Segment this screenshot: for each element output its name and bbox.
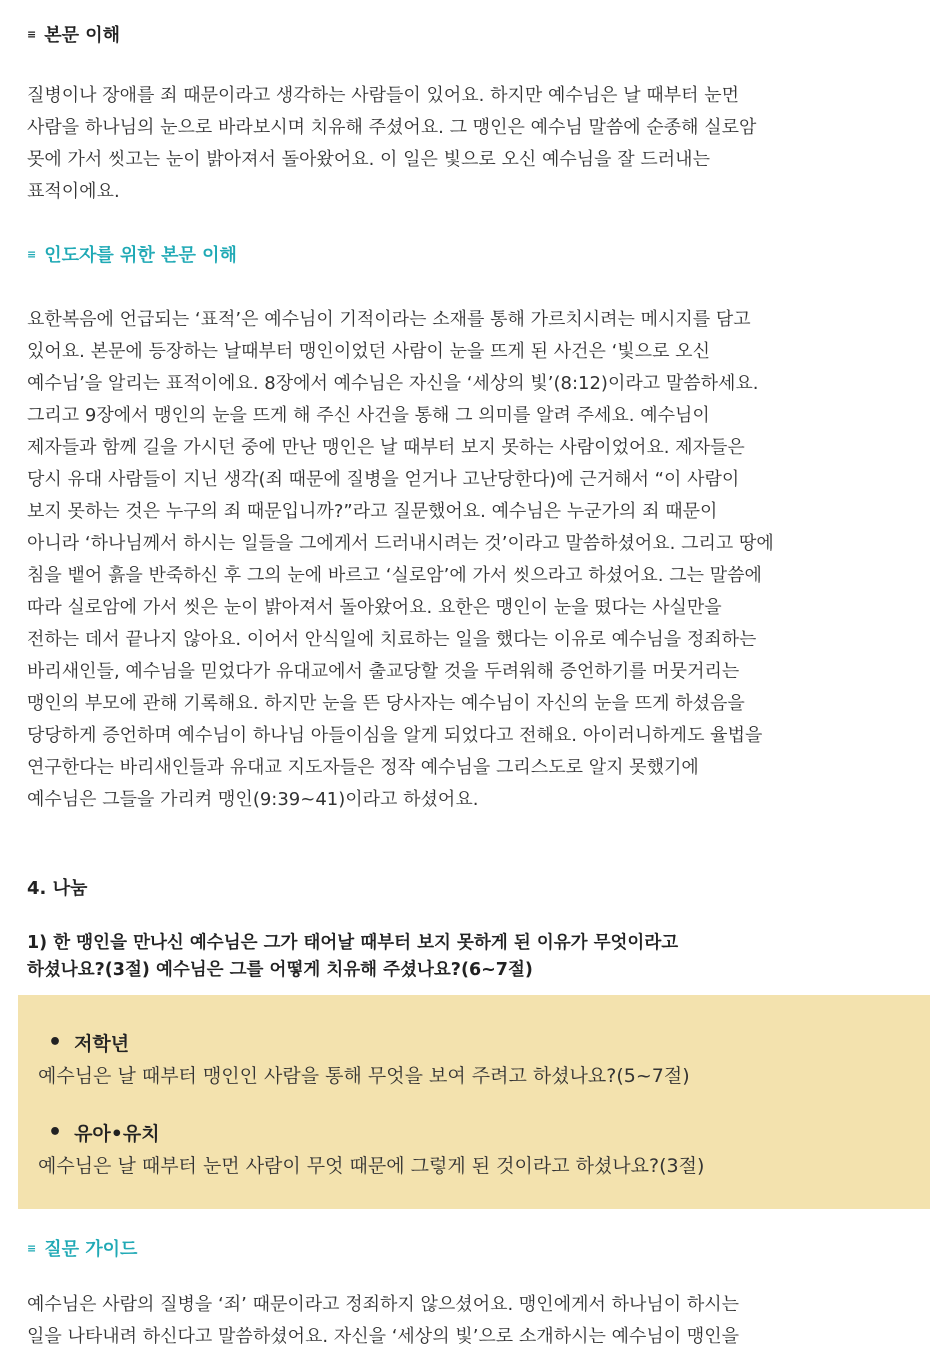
list-bullet-icon: ≡ [27, 247, 37, 261]
paragraph-line: 예수님은 그들을 가리켜 맹인(9:39~41)이라고 하셨어요. [27, 789, 479, 810]
bullet-dot-icon: • [48, 1029, 63, 1055]
paragraph-line: 못에 가서 씻고는 눈이 밝아져서 돌아왔어요. 이 일은 빛으로 오신 예수님을 잘 드러내는 [27, 149, 710, 170]
paragraph-line: 제자들과 함께 길을 가시던 중에 만난 맹인은 날 때부터 보지 못하는 사람이었어요. 제자들은 [27, 437, 745, 458]
question-line: 하셨나요?(3절) 예수님은 그를 어떻게 치유해 주셨나요?(6~7절) [27, 960, 533, 980]
section-title: 인도자를 위한 본문 이해 [44, 245, 237, 266]
question-line: 1) 한 맹인을 만나신 예수님은 그가 태어날 때부터 보지 못하게 된 이유가 무엇이라고 [27, 933, 679, 953]
paragraph-line: 그리고 9장에서 맹인의 눈을 뜨게 해 주신 사건을 통해 그 의미를 알려 주세요. 예수님이 [27, 405, 710, 426]
section-paragraph [27, 1289, 927, 1353]
paragraph-line: 표적이에요. [27, 181, 120, 202]
paragraph-line: 아니라 ‘하나님께서 하시는 일들을 그에게서 드러내시려는 것’이라고 말씀하셨어요. 그리고 땅에 [27, 533, 774, 554]
paragraph-line: 예수님은 사람의 질병을 ‘죄’ 때문이라고 정죄하지 않으셨어요. 맹인에게서 하나님이 하시는 [27, 1294, 740, 1315]
paragraph-line: 일을 나타내려 하신다고 말씀하셨어요. 자신을 ‘세상의 빛’으로 소개하시는 예수님이 맹인을 [27, 1326, 740, 1347]
section-heading-leader-understanding [27, 241, 237, 267]
list-bullet-icon: ≡ [27, 27, 37, 41]
section-paragraph [27, 80, 927, 208]
section-heading-sharing [27, 874, 87, 900]
paragraph-line: 바리새인들, 예수님을 믿었다가 유대교에서 출교당할 것을 두려워해 증언하기를 머뭇거리는 [27, 661, 740, 682]
section-paragraph [27, 304, 927, 816]
age-group-label: 유아•유치 [74, 1123, 160, 1145]
section-heading-question-guide [27, 1235, 137, 1261]
paragraph-line: 질병이나 장애를 죄 때문이라고 생각하는 사람들이 있어요. 하지만 예수님은 날 때부터 눈먼 [27, 85, 740, 106]
age-group-question: 예수님은 날 때부터 눈먼 사람이 무엇 때문에 그렇게 된 것이라고 하셨나요?(3절) [38, 1155, 705, 1177]
section-title: 4. 나눔 [27, 878, 88, 899]
age-group-question-box [18, 995, 930, 1209]
age-group-question: 예수님은 날 때부터 맹인인 사람을 통해 무엇을 보여 주려고 하셨나요?(5~7절) [38, 1065, 690, 1087]
bullet-dot-icon: • [48, 1119, 63, 1145]
paragraph-line: 요한복음에 언급되는 ‘표적’은 예수님이 기적이라는 소재를 통해 가르치시려는 메시지를 담고 [27, 309, 751, 330]
list-bullet-icon: ≡ [27, 1241, 37, 1255]
age-group-label-lower-grades [48, 1029, 129, 1056]
paragraph-line: 당시 유대 사람들이 지닌 생각(죄 때문에 질병을 얻거나 고난당한다)에 근거해서 “이 사람이 [27, 469, 740, 490]
paragraph-line: 있어요. 본문에 등장하는 날때부터 맹인이었던 사람이 눈을 뜨게 된 사건은 ‘빛으로 오신 [27, 341, 710, 362]
paragraph-line: 따라 실로암에 가서 씻은 눈이 밝아져서 돌아왔어요. 요한은 맹인이 눈을 떴다는 사실만을 [27, 597, 722, 618]
section-title: 질문 가이드 [44, 1239, 138, 1260]
age-group-label: 저학년 [74, 1033, 130, 1055]
paragraph-line: 당당하게 증언하며 예수님이 하나님 아들이심을 알게 되었다고 전해요. 아이러니하게도 율법을 [27, 725, 763, 746]
paragraph-line: 맹인의 부모에 관해 기록해요. 하지만 눈을 뜬 당사자는 예수님이 자신의 눈을 뜨게 하셨음을 [27, 693, 745, 714]
age-group-label-preschool [48, 1119, 160, 1146]
section-heading-text-understanding [27, 21, 120, 47]
paragraph-line: 침을 뱉어 흙을 반죽하신 후 그의 눈에 바르고 ‘실로암’에 가서 씻으라고 하셨어요. 그는 말씀에 [27, 565, 762, 586]
paragraph-line: 보지 못하는 것은 누구의 죄 때문입니까?”라고 질문했어요. 예수님은 누군가의 죄 때문이 [27, 501, 718, 522]
discussion-question [27, 930, 907, 984]
paragraph-line: 연구한다는 바리새인들과 유대교 지도자들은 정작 예수님을 그리스도로 알지 못했기에 [27, 757, 699, 778]
section-title: 본문 이해 [44, 25, 121, 46]
paragraph-line: 예수님’을 알리는 표적이에요. 8장에서 예수님은 자신을 ‘세상의 빛’(8:12)이라고 말씀하세요. [27, 373, 759, 394]
paragraph-line: 사람을 하나님의 눈으로 바라보시며 치유해 주셨어요. 그 맹인은 예수님 말씀에 순종해 실로암 [27, 117, 757, 138]
paragraph-line: 전하는 데서 끝나지 않아요. 이어서 안식일에 치료하는 일을 했다는 이유로 예수님을 정죄하는 [27, 629, 757, 650]
